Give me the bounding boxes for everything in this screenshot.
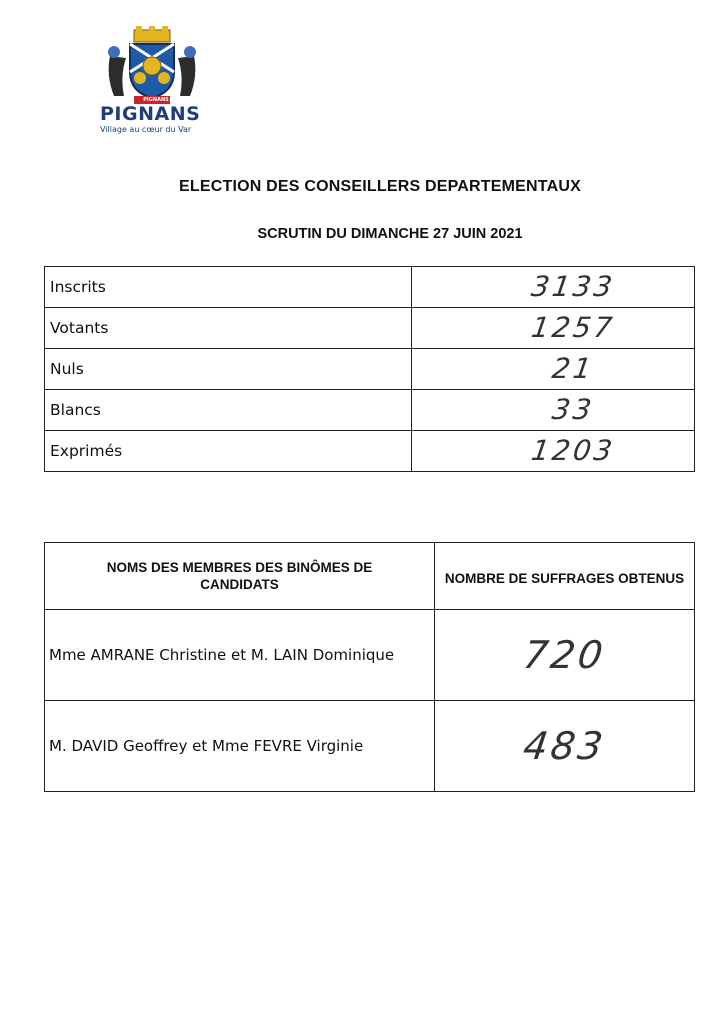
candidate-row [45,610,695,701]
vote-stats-table [44,266,695,472]
town-name: PIGNANS [100,103,201,125]
stats-value-handwritten: 3133 [529,270,617,303]
candidate-names: Mme AMRANE Christine et M. LAIN Dominique [45,610,435,701]
stats-label: Exprimés [45,431,412,472]
stats-label: Votants [45,308,412,349]
candidate-votes-handwritten: 483 [520,724,609,768]
stats-value-cell [411,267,694,308]
stats-row-inscrits [45,267,695,308]
stats-row-nuls [45,349,695,390]
stats-label: Inscrits [45,267,412,308]
candidate-votes-handwritten: 720 [520,633,609,677]
stats-value-cell [411,431,694,472]
town-tagline: Village au cœur du Var [100,125,192,134]
document-title: ELECTION DES CONSEILLERS DEPARTEMENTAUX [179,178,581,195]
stats-row-blancs [45,390,695,431]
stats-row-exprimes [45,431,695,472]
candidate-votes-cell [434,701,694,792]
stats-value-handwritten: 1257 [529,311,617,344]
coat-of-arms-icon [100,26,204,106]
stats-value-cell [411,390,694,431]
logo-banner-text: PIGNANS [143,97,169,103]
stats-value-cell [411,349,694,390]
header-candidate-names: NOMS DES MEMBRES DES BINÔMES DE CANDIDATS [45,543,435,610]
stats-value-handwritten: 21 [549,352,597,385]
candidate-row [45,701,695,792]
candidates-table [44,542,695,792]
stats-row-votants [45,308,695,349]
stats-value-cell [411,308,694,349]
stats-label: Blancs [45,390,412,431]
stats-value-handwritten: 1203 [529,434,617,467]
candidate-votes-cell [434,610,694,701]
header-votes: NOMBRE DE SUFFRAGES OBTENUS [434,543,694,610]
document-subtitle: SCRUTIN DU DIMANCHE 27 JUIN 2021 [257,226,523,242]
candidates-header-row [45,543,695,610]
stats-label: Nuls [45,349,412,390]
stats-value-handwritten: 33 [549,393,597,426]
candidate-names: M. DAVID Geoffrey et Mme FEVRE Virginie [45,701,435,792]
